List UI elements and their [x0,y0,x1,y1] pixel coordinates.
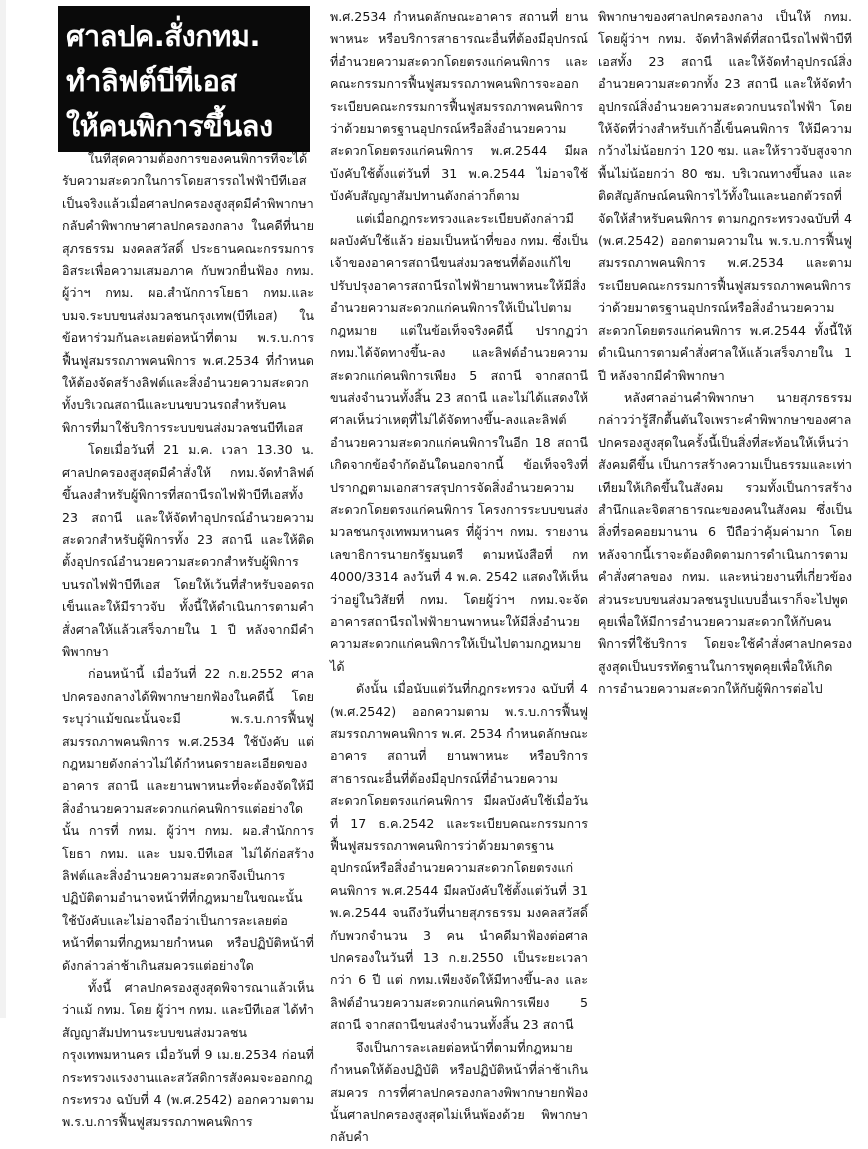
article-paragraph: โดยเมื่อวันที่ 21 ม.ค. เวลา 13.30 น. ศาลปกครองสูงสุดมีคำสั่งให้ กทม.จัดทำลิฟต์ขึ้นลงสำหรับผู้พิการที่สถานีรถไฟฟ้าบีทีเอสทั้ง 23 สถานี และให้จัดทำอุปกรณ์อำนวยความสะดวกสำหรับผู้พิการทั้ง 23 สถานี และให้ติดตั้งอุปกรณ์อำนวยความสะดวกสำหรับผู้พิการบนรถไฟฟ้าบีทีเอส โดยให้เว้นที่สำหรับจอดรถเข็นและให้มีราวจับ ทั้งนี้ให้ดำเนินการตามคำสั่งศาลให้แล้วเสร็จภายใน 1 ปี หลังจากมีคำพิพากษา [62,442,314,659]
article-paragraph: ทั้งนี้ ศาลปกครองสูงสุดพิจารณาแล้วเห็นว่าแม้ กทม. โดย ผู้ว่าฯ กทม. และบีทีเอส ได้ทำสัญญาสัมปทานระบบขนส่งมวลชนกรุงเทพมหานคร เมื่อวันที่ 9 เม.ย.2534 ก่อนที่กระทรวงแรงงานและสวัสดิการสังคมจะออกกฎกระทรวง ฉบับที่ 4 (พ.ศ.2542) ออกความตาม พ.ร.บ.การฟื้นฟูสมรรถภาพคนพิการ [62,980,314,1130]
article-paragraph: จึงเป็นการละเลยต่อหน้าที่ตามที่กฎหมายกำหนดให้ต้องปฏิบัติ หรือปฏิบัติหน้าที่ล่าช้าเกินสมควร การที่ศาลปกครองกลางพิพากษายกฟ้องนั้นศาลปกครองสูงสุดไม่เห็นพ้องด้วย พิพากษากลับคำ [330,1039,588,1145]
headline-box [58,6,310,152]
article-paragraph: ดังนั้น เมื่อนับแต่วันที่กฎกระทรวง ฉบับที่ 4 (พ.ศ.2542) ออกความตาม พ.ร.บ.การฟื้นฟูสมรรถภาพคนพิการ พ.ศ. 2534 กำหนดลักษณะอาคาร สถานที่ ยานพาหนะ หรือบริการสาธารณะอื่นที่ต้องมีอุปกรณ์ที่อำนวยความสะดวกโดยตรงแก่คนพิการ มีผลบังคับใช้เมื่อวันที่ 17 ธ.ค.2542 และระเบียบคณะกรรมการฟื้นฟูสมรรถภาพคนพิการว่าด้วยมาตรฐานอุปกรณ์หรือสิ่งอำนวยความสะดวกโดยตรงแก่คนพิการ พ.ศ.2544 มีผลบังคับใช้ตั้งแต่วันที่ 31 พ.ค.2544 จนถึงวันที่นายสุภรธรรม มงคลสวัสดิ์ กับพวกจำนวน 3 คน นำคดีมาฟ้องต่อศาลปกครองในวันที่ 13 ก.ย.2550 เป็นระยะเวลากว่า 6 ปี แต่ กทม.เพียงจัดให้มีทางขึ้น-ลง และลิฟต์อำนวยความสะดวกแก่คนพิการเพียง 5 สถานี จากสถานีขนส่งจำนวนทั้งสิ้น 23 สถานี [330,681,588,1033]
article-column-3 [598,6,852,701]
article-paragraph: ก่อนหน้านี้ เมื่อวันที่ 22 ก.ย.2552 ศาลปกครองกลางได้พิพากษายกฟ้องในคดีนี้ โดยระบุว่าแม้ขณะนั้นจะมี พ.ร.บ.การฟื้นฟูสมรรถภาพคนพิการ พ.ศ.2534 ใช้บังคับ แต่กฎหมายดังกล่าวไม่ได้กำหนดรายละเอียดของอาคาร สถานี และยานพาหนะที่จะต้องจัดให้มีสิ่งอำนวยความสะดวกแก่คนพิการแต่อย่างใดนั้น การที่ กทม. ผู้ว่าฯ กทม. ผอ.สำนักการโยธา กทม. และ บมจ.บีทีเอส ไม่ได้ก่อสร้างลิฟต์และสิ่งอำนวยความสะดวกจึงเป็นการปฏิบัติตามอำนาจหน้าที่ที่กฎหมายในขณะนั้นใช้บังคับและไม่อาจถือว่าเป็นการละเลยต่อหน้าที่ตามที่กฎหมายกำหนด หรือปฏิบัติหน้าที่ดังกล่าวล่าช้าเกินสมควรแต่อย่างใด [62,666,314,973]
article-paragraph: แต่เมื่อกฎกระทรวงและระเบียบดังกล่าวมีผลบังคับใช้แล้ว ย่อมเป็นหน้าที่ของ กทม. ซึ่งเป็นเจ้าของอาคารสถานีขนส่งมวลชนที่ต้องแก้ไขปรับปรุงอาคารสถานีรถไฟฟ้ายานพาหนะให้มีสิ่งอำนวยความสะดวกแก่คนพิการให้เป็นไปตามกฎหมาย แต่ในข้อเท็จจริงคดีนี้ ปรากฏว่า กทม.ได้จัดทางขึ้น-ลง และลิฟต์อำนวยความสะดวกแก่คนพิการเพียง 5 สถานี จากสถานีขนส่งจำนวนทั้งสิ้น 23 สถานี และไม่ได้แสดงให้ศาลเห็นว่าเหตุที่ไม่ได้จัดทางขึ้น-ลงและลิฟต์อำนวยความสะดวกแก่คนพิการในอีก 18 สถานีเกิดจากข้อจำกัดอันใดนอกจากนี้ ข้อเท็จจริงที่ปรากฏตามเอกสารสรุปการจัดสิ่งอำนวยความสะดวกโดยตรงแก่คนพิการ โครงการระบบขนส่งมวลชนกรุงเทพมหานคร ที่ผู้ว่าฯ กทม. รายงานเลขาธิการนายกรัฐมนตรี ตามหนังสือที่ กท 4000/3314 ลงวันที่ 4 พ.ค. 2542 แสดงให้เห็นว่าอยู่ในวิสัยที่ กทม. โดยผู้ว่าฯ กทม.จะจัดอาคารสถานีรถไฟฟ้ายานพาหนะให้มีสิ่งอำนวยความสะดวกแก่คนพิการให้เป็นไปตามกฎหมายได้ [330,210,588,674]
article-paragraph: พิพากษาของศาลปกครองกลาง เป็นให้ กทม. โดยผู้ว่าฯ กทม. จัดทำลิฟต์ที่สถานีรถไฟฟ้าบีทีเอสทั้ง 23 สถานี และให้จัดทำอุปกรณ์สิ่งอำนวยความสะดวกทั้ง 23 สถานี และให้จัดทำอุปกรณ์สิ่งอำนวยความสะดวกบนรถไฟฟ้า โดยให้จัดที่ว่างสำหรับเก้าอี้เข็นคนพิการ ให้มีความกว้างไม่น้อยกว่า 120 ซม. และให้ราวจับสูงจากพื้นไม่น้อยกว่า 80 ซม. บริเวณทางขึ้นลง และติดสัญลักษณ์คนพิการไว้ทั้งในและนอกตัวรถที่จัดให้สำหรับคนพิการ ตามกฎกระทรวงฉบับที่ 4 (พ.ศ.2542) ออกตามความใน พ.ร.บ.การฟื้นฟูสมรรถภาพคนพิการ พ.ศ.2534 และตามระเบียบคณะกรรมการฟื้นฟูสมรรถภาพคนพิการ ว่าด้วยมาตรฐานอุปกรณ์หรือสิ่งอำนวยความสะดวกโดยตรงแก่คนพิการ พ.ศ.2544 ทั้งนี้ให้ดำเนินการตามคำสั่งศาลให้แล้วเสร็จภายใน 1 ปี หลังจากมีคำพิพากษา [598,9,853,383]
article-column-1 [62,148,314,1134]
article-paragraph: หลังศาลอ่านคำพิพากษา นายสุภรธรรมกล่าวว่ารู้สึกตื้นตันใจเพราะคำพิพากษาของศาลปกครองสูงสุดในครั้งนี้เป็นสิ่งที่สะท้อนให้เห็นว่าสังคมดีขึ้น เป็นการสร้างความเป็นธรรมและเท่าเทียมให้เกิดขึ้นในสังคม รวมทั้งเป็นการสร้างสำนึกและจิตสาธารณะของคนในสังคม ซึ่งเป็นสิ่งที่รอคอยมานาน 6 ปีถือว่าคุ้มค่ามาก โดยหลังจากนี้เราจะต้องติดตามการดำเนินการตามคำสั่งศาลของ กทม. และหน่วยงานที่เกี่ยวข้อง ส่วนระบบขนส่งมวลชนรูปแบบอื่นเราก็จะไปพูดคุยเพื่อให้มีการอำนวยความสะดวกให้กับคนพิการที่ใช้บริการ โดยจะใช้คำสั่งศาลปกครองสูงสุดเป็นบรรทัดฐานในการพูดคุยเพื่อให้เกิดการอำนวยความสะดวกให้กับผู้พิการต่อไป [598,389,852,697]
headline-line: ศาลปค.สั่งกทม. [66,19,260,53]
scan-edge [0,0,6,1018]
headline-line: ให้คนพิการขึ้นลง [66,109,273,143]
article-column-2 [330,6,588,1149]
article-paragraph: ในที่สุดความต้องการของคนพิการที่จะได้รับความสะดวกในการโดยสารรถไฟฟ้าบีทีเอสเป็นจริงแล้วเมื่อศาลปกครองสูงสุดมีคำพิพากษากลับคำพิพากษาศาลปกครองกลาง ในคดีที่นายสุภรธรรม มงคลสวัสดิ์ ประธานคณะกรรมการอิสระเพื่อความเสมอภาค กับพวกยื่นฟ้อง กทม. ผู้ว่าฯ กทม. ผอ.สำนักการโยธา กทม.และ บมจ.ระบบขนส่งมวลชนกรุงเทพ(บีทีเอส) ในข้อหาร่วมกันละเลยต่อหน้าที่ตาม พ.ร.บ.การฟื้นฟูสมรรถภาพคนพิการ พ.ศ.2534 ที่กำหนดให้ต้องจัดสร้างลิฟต์และสิ่งอำนวยความสะดวกทั้งบริเวณสถานีและบนขบวนรถสำหรับคนพิการที่มาใช้บริการระบบขนส่งมวลชนบีทีเอส [62,151,314,435]
headline-line: ทำลิฟต์บีทีเอส [66,64,237,98]
article-paragraph: พ.ศ.2534 กำหนดลักษณะอาคาร สถานที่ ยานพาหนะ หรือบริการสาธารณะอื่นที่ต้องมีอุปกรณ์ที่อำนวยความสะดวกโดยตรงแก่คนพิการ และคณะกรรมการฟื้นฟูสมรรถภาพคนพิการจะออกระเบียบคณะกรรมการฟื้นฟูสมรรถภาพคนพิการว่าด้วยมาตรฐานอุปกรณ์หรือสิ่งอำนวยความสะดวกโดยตรงแก่คนพิการ พ.ศ.2544 มีผลบังคับใช้ตั้งแต่วันที่ 31 พ.ค.2544 ไม่อาจใช้บังคับสัญญาสัมปทานดังกล่าวก็ตาม [330,9,588,204]
